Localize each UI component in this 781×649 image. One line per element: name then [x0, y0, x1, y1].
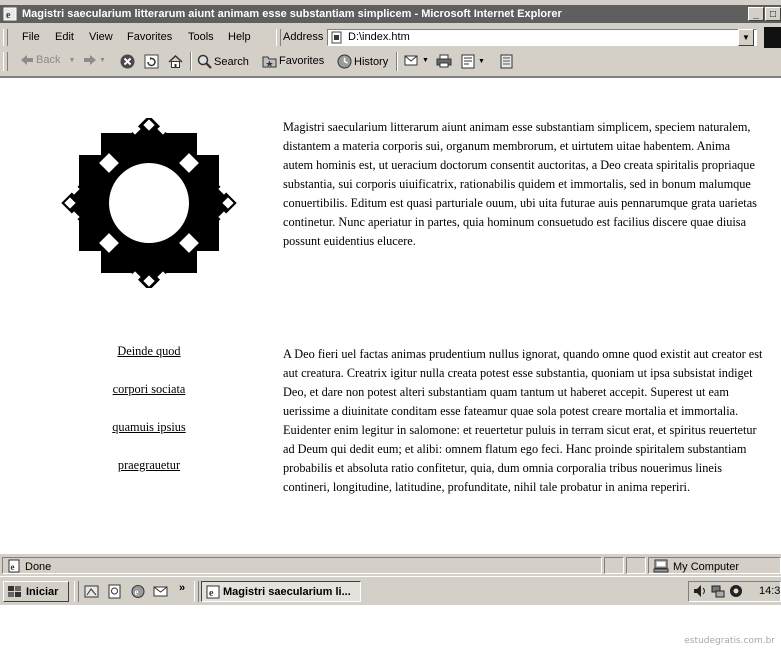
page-content [0, 76, 781, 554]
link-deinde-quod[interactable]: Deinde quod [117, 344, 181, 358]
start-button[interactable] [3, 581, 69, 602]
toolbar-grip [3, 52, 8, 71]
back-arrow-icon [20, 54, 34, 66]
svg-text:e: e [209, 587, 214, 599]
task-label: Magistri saecularium li... [223, 585, 351, 598]
page-icon [330, 31, 343, 44]
intro-paragraph: Magistri saecularium litterarum aiunt animam esse substantiam simplicem, speciem naturalem, distantem a materia corporis sui, organum membrorum, et uirtutem uitae habentem. Anima autem hominis est, ut ueracium doctorum consentit auctoritas, a Deo creata spiritalis propriaque substantia, sui corporis uiuificatrix, rationabilis quidem et immortalis, sed in bonum malumque conuertibilis. Editum est quasi parturiale ouum, ubi uita futurae auis pennarumque grata uarietas continetur. Nunc aperiatur in partes, quia hominum consuetudo est facilius discere quae diuisa possunt euidentius elucere. [283, 120, 757, 248]
link-quamuis-ipsius[interactable]: quamuis ipsius [112, 420, 186, 434]
home-button[interactable] [168, 54, 183, 69]
throbber-logo [764, 27, 781, 48]
address-input[interactable] [327, 29, 757, 46]
history-button[interactable] [337, 54, 388, 69]
start-label: Iniciar [26, 585, 59, 598]
title-bar [0, 5, 781, 23]
svg-text:e: e [6, 10, 11, 21]
explorer-icon[interactable] [107, 584, 123, 599]
discuss-icon [500, 54, 514, 69]
search-icon [197, 54, 212, 69]
system-tray [688, 581, 781, 602]
toolbar-separator-2 [396, 52, 398, 71]
minimize-button[interactable]: _ [748, 7, 764, 21]
mail-dropdown-icon: ▼ [422, 57, 429, 64]
ie-quicklaunch-icon[interactable] [130, 584, 146, 599]
svg-text:e: e [134, 587, 139, 597]
back-button[interactable] [20, 54, 75, 66]
stop-button[interactable] [120, 54, 135, 69]
toolbar-separator [190, 52, 192, 71]
edit-page-icon [461, 54, 476, 69]
taskbar [0, 576, 781, 605]
discuss-button[interactable] [500, 54, 514, 69]
zone-text: My Computer [673, 561, 740, 573]
menu-view[interactable]: View [89, 31, 113, 43]
svg-text:e: e [10, 562, 15, 572]
clock: 14:3 [759, 585, 781, 597]
status-text: Done [25, 561, 52, 573]
back-dropdown-icon: ▼ [68, 56, 76, 64]
mail-button[interactable] [404, 54, 429, 67]
home-icon [168, 54, 183, 69]
second-paragraph: A Deo fieri uel factas animas prudentium nullus ignorat, quando omne quod existit aut creator est aut creatura. Creatrix igitur nulla creata potest esse substantia, quoniam ut ipsa subsistat indiget Deo, et dare non potest alteri substantiam quam tantum ut haberet accepit. Superest ut eam uerissime a diuinitate conditam esse fateamur quae sola potest creare mortalia et immortalia. Euidenter enim legitur in salomone: et reuertetur puluis in terram sicut erat, et spiritus reuertetur ad Deum qui dedit eum; et alibi: omnem flatum ego feci. Hanc proinde spiritalem substantiam probabilis et absoluta ratio confitetur, quia, dum omnia corporalia tribus nouerimus lineis contineri, longitudine, latitudine, profunditate, nihil tale probatur in anima reperiri. [283, 347, 763, 494]
tray-shield-icon[interactable] [729, 584, 743, 598]
tray-network-icon[interactable] [711, 584, 725, 598]
refresh-button[interactable] [144, 54, 159, 69]
edit-dropdown-icon: ▼ [478, 58, 485, 65]
status-main-cell [2, 557, 602, 574]
task-ie-window[interactable] [201, 581, 361, 602]
quicklaunch-grip [74, 581, 79, 602]
status-zone-cell [648, 557, 781, 574]
mail-icon [404, 54, 420, 67]
menu-file[interactable]: File [22, 31, 40, 43]
print-button[interactable] [436, 54, 452, 68]
menu-favorites[interactable]: Favorites [127, 31, 173, 43]
favorites-label: Favorites [279, 55, 325, 67]
forward-dropdown-icon: ▼ [99, 56, 106, 64]
stop-icon [120, 54, 135, 69]
menu-help[interactable]: Help [228, 31, 251, 43]
ie-task-icon [206, 585, 220, 599]
ie-page-icon [3, 7, 17, 21]
search-button[interactable] [197, 54, 249, 69]
link-praegrauetur[interactable]: praegrauetur [117, 458, 181, 472]
watermark-text: estudegratis.com.br [684, 636, 775, 646]
tasks-grip [194, 581, 199, 602]
back-label: Back [36, 54, 61, 66]
favorites-button[interactable] [262, 54, 324, 68]
outlook-icon[interactable] [153, 584, 169, 599]
show-desktop-icon[interactable] [84, 584, 100, 599]
quicklaunch-more-chevron[interactable]: » [179, 582, 186, 594]
tray-volume-icon[interactable] [693, 584, 707, 598]
address-value: D:\index.htm [348, 31, 410, 43]
refresh-icon [144, 54, 159, 69]
link-corpori-sociata[interactable]: corpori sociata [112, 382, 186, 396]
printer-icon [436, 54, 452, 68]
windows-logo-icon [7, 585, 23, 599]
menu-edit[interactable]: Edit [55, 31, 74, 43]
history-icon [337, 54, 352, 69]
address-label: Address [283, 31, 324, 43]
address-grip [276, 29, 281, 46]
standard-toolbar [0, 50, 781, 74]
edit-button[interactable] [461, 54, 485, 69]
history-label: History [354, 55, 389, 68]
search-label: Search [214, 55, 249, 68]
my-computer-icon [653, 559, 669, 573]
octagonal-ring-emblem [60, 118, 238, 288]
address-dropdown-button[interactable]: ▼ [738, 29, 754, 46]
window-title: Magistri saecularium litterarum aiunt animam esse substantiam simplicem - Microsoft Internet Explorer [22, 8, 562, 20]
maximize-button[interactable]: □ [765, 7, 781, 21]
status-bar [0, 556, 781, 576]
menu-grip [3, 29, 8, 46]
status-cell-progress [604, 557, 624, 574]
status-cell-security [626, 557, 646, 574]
menu-bar [0, 27, 781, 48]
favorites-folder-icon [262, 54, 277, 68]
done-page-icon [7, 559, 21, 573]
forward-arrow-icon [83, 54, 97, 66]
menu-tools[interactable]: Tools [188, 31, 214, 43]
forward-button[interactable] [83, 54, 106, 66]
